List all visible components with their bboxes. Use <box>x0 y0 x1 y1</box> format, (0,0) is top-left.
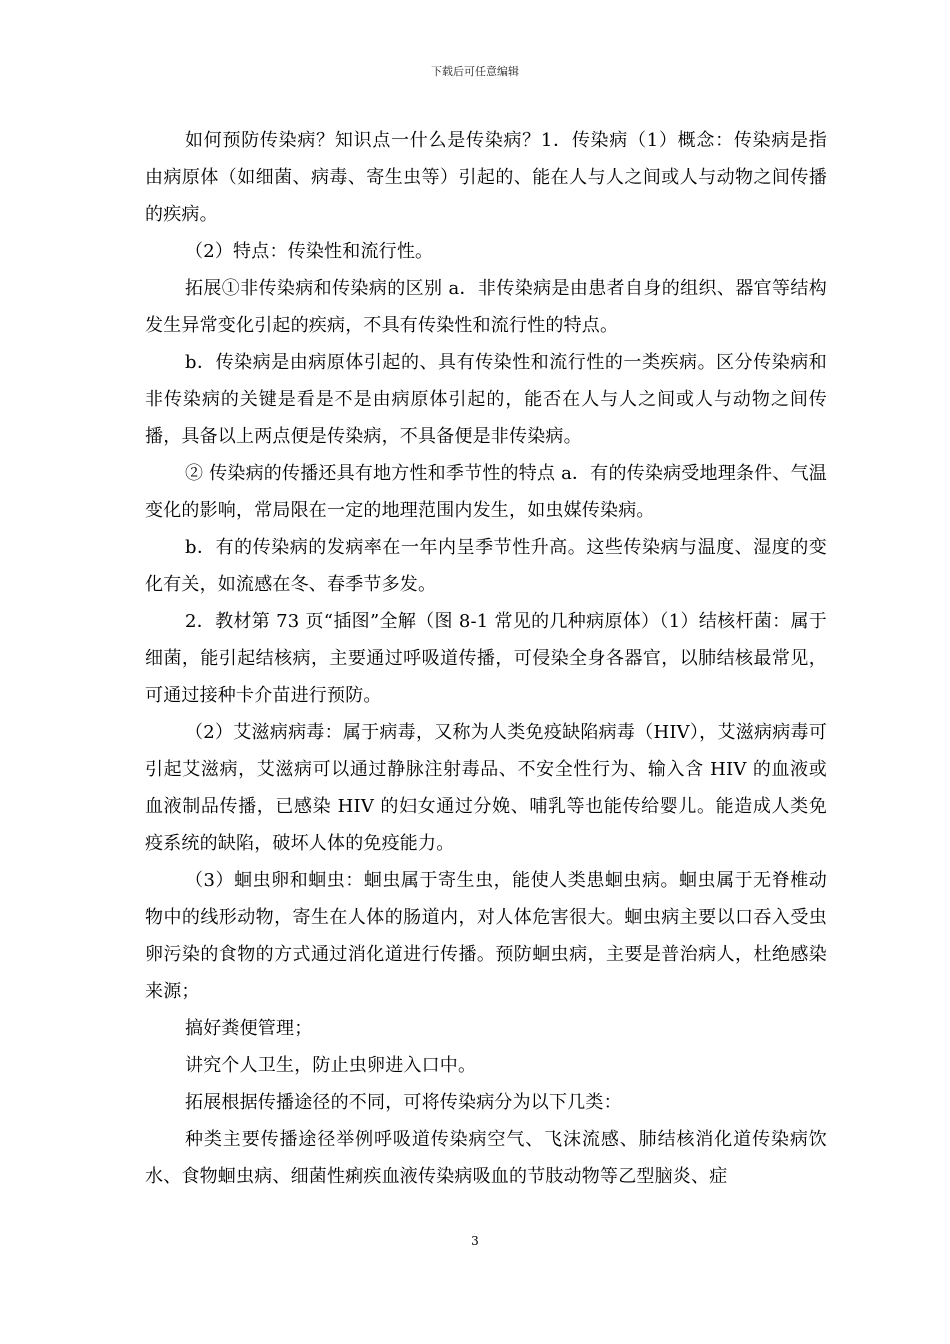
paragraph: 2．教材第 73 页“插图”全解（图 8-1 常见的几种病原体）（1）结核杆菌：属于细菌，能引起结核病，主要通过呼吸道传播，可侵染全身各器官，以肺结核最常见，可通过接种卡介苗进行预防。 <box>145 611 827 706</box>
page-number: 3 <box>471 1234 479 1248</box>
paragraph: 如何预防传染病？知识点一什么是传染病？1．传染病（1）概念：传染病是指由病原体（如细菌、病毒、寄生虫等）引起的、能在人与人之间或人与动物之间传播的疾病。 <box>145 130 827 225</box>
paragraph: （3）蛔虫卵和蛔虫：蛔虫属于寄生虫，能使人类患蛔虫病。蛔虫属于无脊椎动物中的线形动物，寄生在人体的肠道内，对人体危害很大。蛔虫病主要以口吞入受虫卵污染的食物的方式通过消化道进行传播。预防蛔虫病，主要是普治病人，杜绝感染来源； <box>145 870 827 1002</box>
paragraph: 拓展①非传染病和传染病的区别 a．非传染病是由患者自身的组织、器官等结构发生异常变化引起的疾病，不具有传染性和流行性的特点。 <box>145 278 827 336</box>
paragraph: 讲究个人卫生，防止虫卵进入口中。 <box>185 1055 477 1076</box>
paragraph: b．传染病是由病原体引起的、具有传染性和流行性的一类疾病。区分传染病和非传染病的关键是看是不是由病原体引起的，能否在人与人之间或人与动物之间传播，具备以上两点便是传染病，不具备便是非传染病。 <box>145 352 827 447</box>
page-header: 下载后可任意编辑 <box>431 65 519 78</box>
paragraph: ② 传染病的传播还具有地方性和季节性的特点 a．有的传染病受地理条件、气温变化的影响，常局限在一定的地理范围内发生，如虫媒传染病。 <box>145 463 827 521</box>
paragraph: 拓展根据传播途径的不同，可将传染病分为以下几类： <box>185 1092 622 1113</box>
document-body <box>145 122 827 1195</box>
paragraph: b．有的传染病的发病率在一年内呈季节性升高。这些传染病与温度、湿度的变化有关，如流感在冬、春季节多发。 <box>145 537 827 595</box>
paragraph: （2）艾滋病病毒：属于病毒，又称为人类免疫缺陷病毒（HIV），艾滋病病毒可引起艾滋病，艾滋病可以通过静脉注射毒品、不安全性行为、输入含 HIV 的血液或血液制品传播，已感染 HIV 的妇女通过分娩、哺乳等也能传给婴儿。能造成人类免疫系统的缺陷，破坏人体的免疫能力。 <box>145 722 827 854</box>
paragraph: （2）特点：传染性和流行性。 <box>185 241 434 262</box>
paragraph: 种类主要传播途径举例呼吸道传染病空气、飞沫流感、肺结核消化道传染病饮水、食物蛔虫病、细菌性痢疾血液传染病吸血的节肢动物等乙型脑炎、症 <box>145 1129 827 1187</box>
paragraph: 搞好粪便管理； <box>185 1018 313 1039</box>
